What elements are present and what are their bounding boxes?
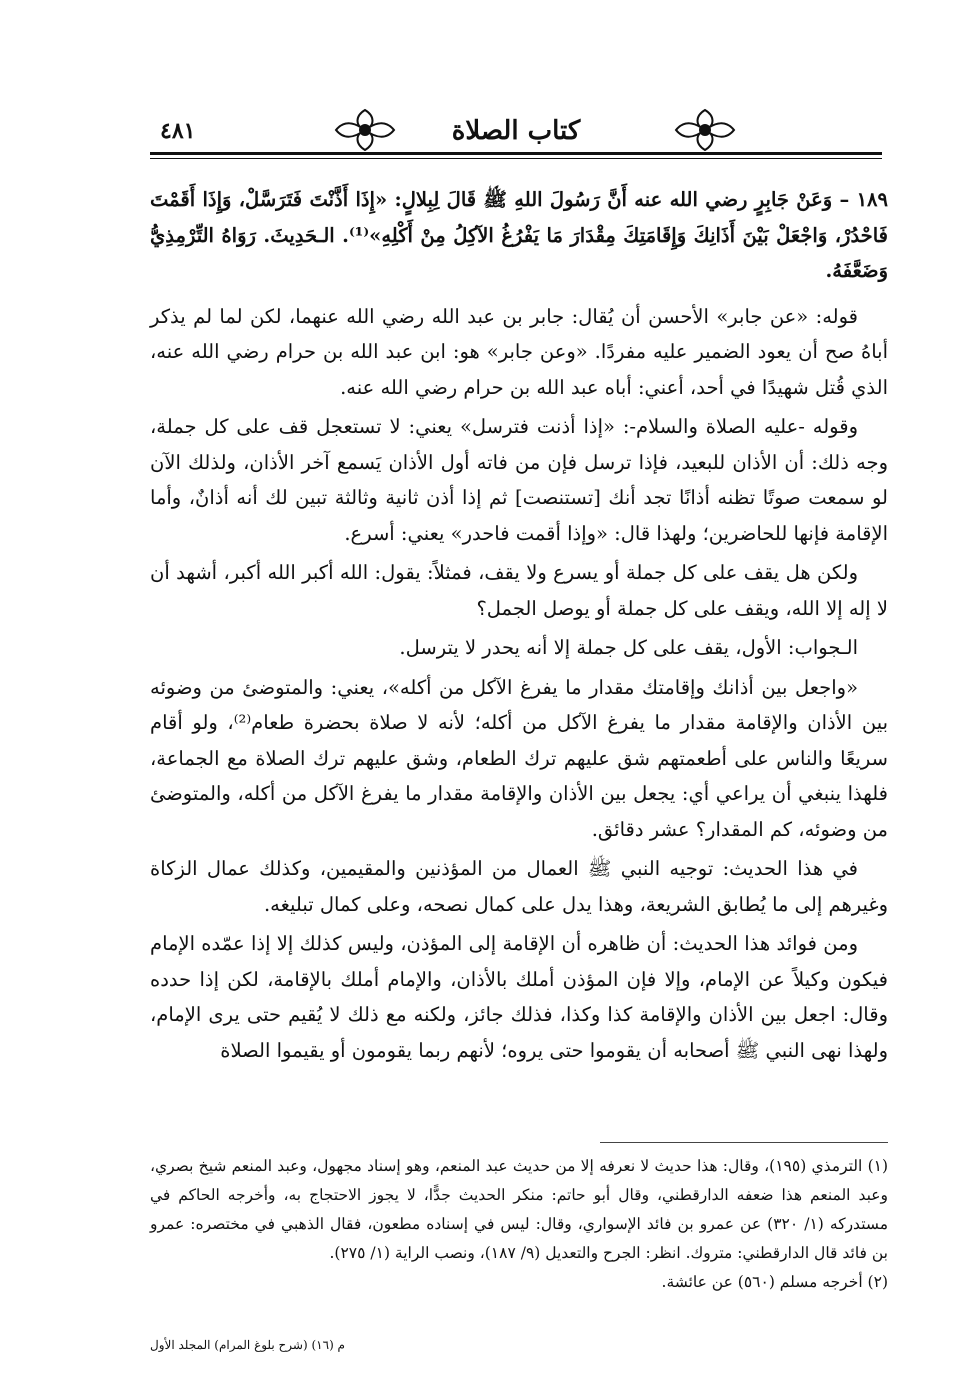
paragraph: «واجعل بين أذانك وإقامتك مقدار ما يفرغ الآكل من أكله»، يعني: والمتوضئ من وضوئه بين الأذان والإقامة مقدار ما يفرغ الآكل من أكله؛ لأنه لا صلاة بحضرة طعام⁽²⁾، ولو أقام سريعًا والناس على أطعمتهم شق عليهم ترك الطعام، وشق عليهم ترك الصلاة مع الجماعة، فلهذا ينبغي أن يراعي أي: يجعل بين الأذان والإقامة مقدار ما يفرغ الآكل من أكله، والمتوضئ من وضوئه، كم المقدار؟ عشر دقائق. (150, 675, 889, 841)
footnotes (150, 1152, 888, 1297)
paragraph: في هذا الحديث: توجيه النبي ﷺ العمال من المؤذنين والمقيمين، وكذلك عمال الزكاة وغيرهم إلى ما يُطابق الشريعة، وهذا يدل على كمال نصحه، وعلى كمال تبليغه. (150, 857, 888, 916)
header-rule (150, 152, 882, 155)
footnote: (١) الترمذي (١٩٥)، وقال: هذا حديث لا نعرفه إلا من حديث عبد المنعم، وهو إسناد مجهول، وعبد المنعم شيخ بصري، وعبد المنعم هذا ضعفه الدارقطني، وقال أبو حاتم: منكر الحديث جدًّا، لا يجوز الاحتجاج به، وأخرجه الحاكم في مستدركه (١/ ٣٢٠) عن عمرو بن فائد الإسواري، وقال: ليس في إسناده مطعون، فقال الذهبي في مختصره: عمرو بن فائد قال الدارقطني: متروك. انظر: الجرح والتعديل (٩/ ١٨٧)، ونصب الراية (١/ ٢٧٥). (150, 1157, 889, 1262)
signature-note: م (١٦) (شرح بلوغ المرام) المجلد الأول (150, 1338, 345, 1352)
footnote-divider (600, 1142, 888, 1143)
paragraph: قوله: «عن جابر» الأحسن أن يُقال: جابر بن عبد الله رضي الله عنهما، لكن لما لم يذكر أباهُ صح أن يعود الضمير عليه مفردًا. «وعن جابر» هو: ابن عبد الله بن حرام رضي الله عنه، الذي قُتل شهيدًا في أحد، أعني: أباه عبد الله بن حرام رضي الله عنه. (150, 304, 888, 399)
paragraph: ومن فوائد هذا الحديث: أن ظاهره أن الإقامة إلى المؤذن، وليس كذلك إلا إذا عمّده الإمام فيكون وكيلاً عن الإمام، وإلا فإن المؤذن أملك بالأذان، والإمام أملك بالإقامة، لكن إذا حدده وقال: اجعل بين الأذان والإقامة كذا وكذا، فذلك جائز، ولكنه مع ذلك لا يُقيم حتى يرى الإمام، ولهذا نهى النبي ﷺ أصحابه أن يقوموا حتى يروه؛ لأنهم ربما يقومون أو يقيموا الصلاة (150, 932, 888, 1062)
main-text (150, 182, 888, 1072)
paragraph: الـجواب: الأول، يقف على كل جملة إلا أنه يحدر لا يترسل. (399, 636, 858, 659)
ornament-right-icon (670, 106, 740, 154)
page-number: ٤٨١ (160, 118, 196, 144)
paragraph: ولكن هل يقف على كل جملة أو يسرع ولا يقف، فمثلاً: يقول: الله أكبر الله أكبر، أشهد أن لا إله إلا الله، ويقف على كل جملة أو يوصل الجمل؟ (150, 561, 888, 620)
hadith-text: ١٨٩ – وَعَنْ جَابِرٍ رضي الله عنه أَنَّ رَسُولَ اللهِ ﷺ قَالَ لِبِلالٍ: «إِذَا أَذَّنْتَ فَتَرَسَّلْ، وَإِذَا أَقَمْتَ فَاحْدُرْ، وَاجْعَلْ بَيْنَ أَذَانِكَ وَإِقَامَتِكَ مِقْدَارَ مَا يَفْرُغُ الآكِلُ مِنْ أَكْلِهِ»⁽¹⁾. الـحَدِيثَ. رَوَاهُ التِّرْمِذِيُّ وَضَعَّفَهُ. (150, 188, 888, 282)
header-rule-thin (150, 158, 882, 159)
footnote: (٢) أخرجه مسلم (٥٦٠) عن عائشة. (661, 1273, 888, 1291)
page-header (150, 100, 882, 170)
chapter-title: كتاب الصلاة (451, 116, 581, 146)
paragraph: وقوله -عليه الصلاة والسلام-: «إذا أذنت فترسل» يعني: لا تستعجل قف على كل جملة، وجه ذلك: أن الأذان للبعيد، فإذا ترسل فإن من فاته أول الأذان يَسمع آخر الأذان، ولذلك الآن لو سمعت صوتًا تظنه أذانًا تجد أنك [تستنصت] ثم إذا أذن ثانية وثالثة تبين لك أنه أذانٌ، وأما الإقامة فإنها للحاضرين؛ ولهذا قال: «وإذا أقمت فاحدر» يعني: أسرع. (150, 415, 888, 545)
